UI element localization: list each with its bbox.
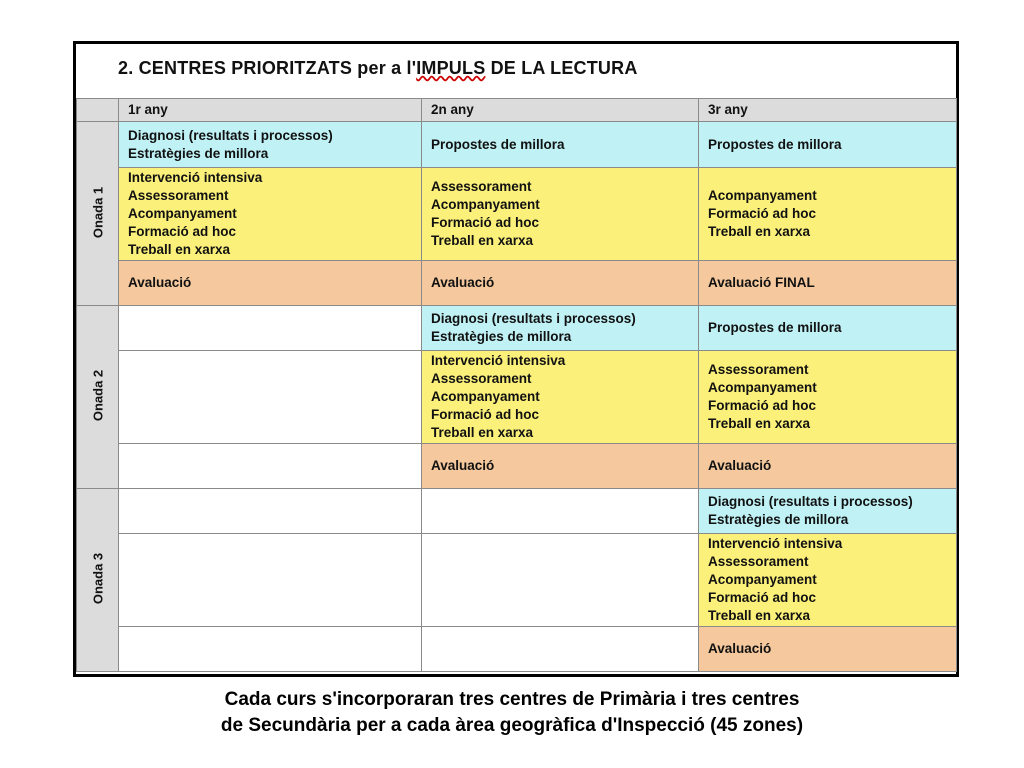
cell-line: Intervenció intensiva bbox=[128, 170, 263, 185]
o3-empty-2n-a bbox=[421, 488, 699, 534]
cell-line: Acompanyament bbox=[128, 206, 237, 221]
cell-line: Treball en xarxa bbox=[708, 608, 811, 623]
cell-line: Acompanyament bbox=[431, 389, 540, 404]
o1-assessorament-2n-cell bbox=[421, 167, 699, 261]
o1-avaluacio-final-cell bbox=[698, 260, 957, 306]
cell-line: Treball en xarxa bbox=[128, 242, 231, 257]
cell-line: Avaluació bbox=[431, 458, 495, 473]
o2-intervencio-cell bbox=[421, 350, 699, 444]
header-corner bbox=[76, 98, 119, 122]
cell-line: Intervenció intensiva bbox=[431, 353, 566, 368]
cell-line: Treball en xarxa bbox=[708, 416, 811, 431]
cell-line: Avaluació FINAL bbox=[708, 275, 815, 290]
cell-line: Diagnosi (resultats i processos) bbox=[708, 494, 913, 509]
cell-line: Avaluació bbox=[128, 275, 192, 290]
o2-propostes-3r-cell bbox=[698, 305, 957, 351]
o1-diagnosi-cell bbox=[118, 121, 422, 168]
o3-empty-2n-b bbox=[421, 533, 699, 627]
onada-1-label: Onada 1 bbox=[90, 186, 106, 239]
cell-line: Formació ad hoc bbox=[431, 215, 540, 230]
cell-line: Assessorament bbox=[708, 362, 809, 377]
o1-propostes-2n-cell bbox=[421, 121, 699, 168]
cell-line: Assessorament bbox=[708, 554, 809, 569]
o2-avaluacio-2n-cell bbox=[421, 443, 699, 489]
cell-line: Assessorament bbox=[431, 371, 532, 386]
cell-line: Avaluació bbox=[708, 641, 772, 656]
onada-3-label: Onada 3 bbox=[90, 552, 106, 605]
cell-line: Intervenció intensiva bbox=[708, 536, 843, 551]
cell-line: Estratègies de millora bbox=[431, 329, 572, 344]
cell-line: Estratègies de millora bbox=[708, 512, 849, 527]
o1-avaluacio-1r-cell bbox=[118, 260, 422, 306]
o3-intervencio-cell bbox=[698, 533, 957, 627]
o2-empty-1r-a bbox=[118, 305, 422, 351]
o2-assessorament-3r-cell bbox=[698, 350, 957, 444]
caption-line-2: de Secundària per a cada àrea geogràfica d'Inspecció (45 zones) bbox=[220, 715, 804, 736]
o1-intervencio-cell bbox=[118, 167, 422, 261]
cell-line: Formació ad hoc bbox=[708, 398, 817, 413]
o3-diagnosi-cell bbox=[698, 488, 957, 534]
o3-empty-1r-b bbox=[118, 533, 422, 627]
o3-empty-2n-c bbox=[421, 626, 699, 672]
cell-line: Estratègies de millora bbox=[128, 145, 269, 161]
onada-2-label: Onada 2 bbox=[90, 369, 106, 422]
cell-line: Acompanyament bbox=[431, 197, 540, 212]
o2-avaluacio-3r-cell bbox=[698, 443, 957, 489]
o1-acompanyament-3r-cell bbox=[698, 167, 957, 261]
column-header-3: 3r any bbox=[698, 98, 957, 122]
cell-line: Formació ad hoc bbox=[128, 224, 237, 239]
caption-line-1: Cada curs s'incorporaran tres centres de Primària i tres centres bbox=[224, 689, 800, 710]
cell-line: Formació ad hoc bbox=[708, 206, 817, 221]
cell-line: Assessorament bbox=[128, 188, 229, 203]
cell-line: Assessorament bbox=[431, 179, 532, 194]
cell-line: Propostes de millora bbox=[431, 136, 565, 152]
page-title: 2. CENTRES PRIORITZATS per a l'IMPULS DE LA LECTURA bbox=[118, 58, 638, 78]
cell-line: Treball en xarxa bbox=[431, 425, 534, 440]
o1-propostes-3r-cell bbox=[698, 121, 957, 168]
o2-empty-1r-b bbox=[118, 350, 422, 444]
cell-line: Treball en xarxa bbox=[431, 233, 534, 248]
cell-line: Acompanyament bbox=[708, 572, 817, 587]
o3-avaluacio-cell bbox=[698, 626, 957, 672]
o3-empty-1r-a bbox=[118, 488, 422, 534]
cell-line: Acompanyament bbox=[708, 188, 817, 203]
cell-line: Avaluació bbox=[431, 275, 495, 290]
cell-line: Propostes de millora bbox=[708, 320, 842, 335]
column-header-1: 1r any bbox=[118, 98, 422, 122]
cell-line: Acompanyament bbox=[708, 380, 817, 395]
cell-line: Formació ad hoc bbox=[708, 590, 817, 605]
o2-diagnosi-cell bbox=[421, 305, 699, 351]
cell-line: Diagnosi (resultats i processos) bbox=[128, 127, 333, 143]
cell-line: Treball en xarxa bbox=[708, 224, 811, 239]
column-header-2: 2n any bbox=[421, 98, 699, 122]
o2-empty-1r-c bbox=[118, 443, 422, 489]
cell-line: Avaluació bbox=[708, 458, 772, 473]
cell-line: Propostes de millora bbox=[708, 136, 842, 152]
cell-line: Formació ad hoc bbox=[431, 407, 540, 422]
o1-avaluacio-2n-cell bbox=[421, 260, 699, 306]
caption bbox=[0, 687, 1024, 739]
cell-line: Diagnosi (resultats i processos) bbox=[431, 311, 636, 326]
o3-empty-1r-c bbox=[118, 626, 422, 672]
